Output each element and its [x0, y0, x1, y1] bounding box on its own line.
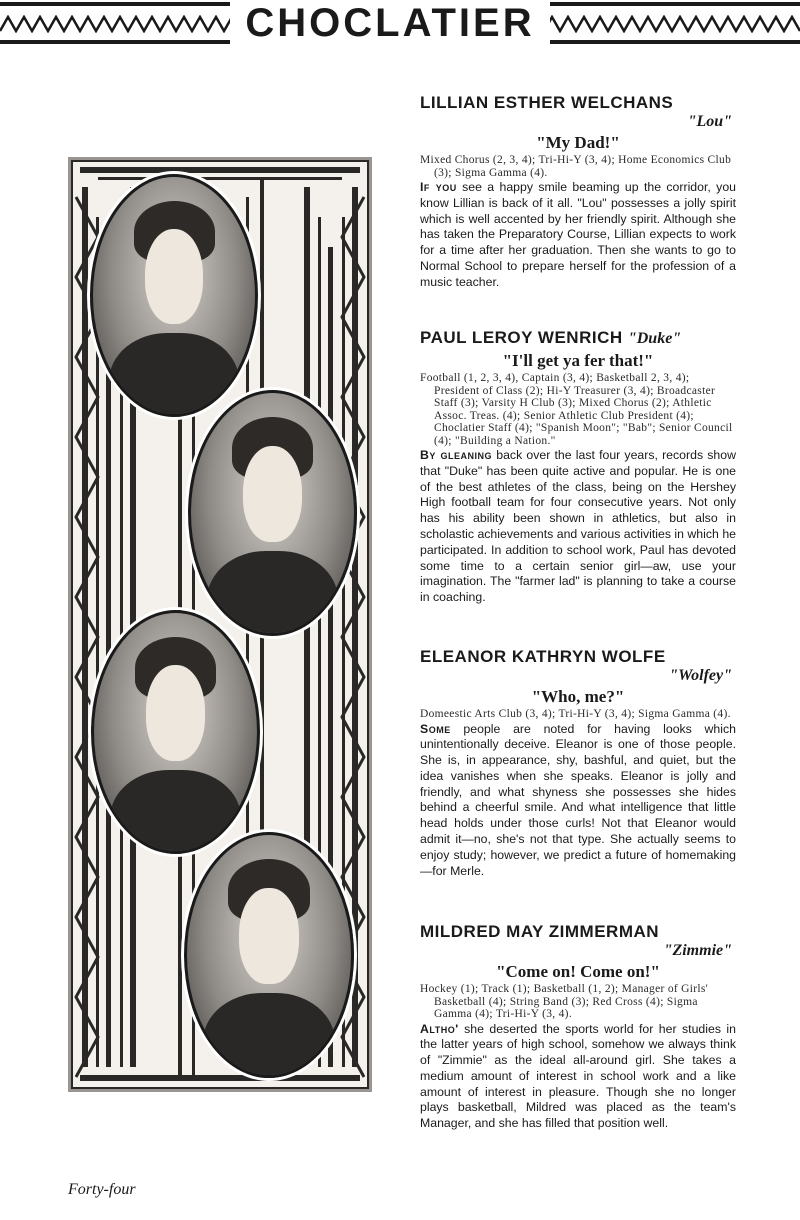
student-activities: Football (1, 2, 3, 4), Captain (3, 4); Basketball 2, 3, 4); President of Class (2); Hi-Y Treasurer (3, 4); Broadcaster Staff (3); Varsity H Club (3); Mixed Chorus (2); Athletic Assoc. Treas. (4); Senior Athletic Club President (4); Choclatier Staff (4); "Spanish Moon"; "Bab"; Senior Council (4); "Building a Nation." — [420, 372, 733, 447]
student-motto: "Who, me?" — [531, 687, 625, 706]
description-lead: By gleaning — [420, 448, 493, 462]
student-description — [420, 180, 736, 291]
description-text: people are noted for having looks which unintentionally deceive. Eleanor is one of those people. She is, in appearance, shy, bashful, and quiet, but the idea vanishes when she speaks. Eleanor is jolly and friendly, and what shyness she possesses she hides behind a cheerful smile. And what intelligence that little head holds under those curls! Not that Eleanor would admit it—no, she's not that type. She actually seems to enjoy study; however, we predict a future of homemaking—for Merle. — [420, 721, 736, 878]
student-nickname: "Zimmie" — [663, 942, 732, 959]
header-banner — [0, 0, 800, 46]
description-lead: Altho' — [420, 1021, 459, 1036]
description-text: back over the last four years, records show that "Duke" has been quite active and popular. He is one of the best athletes of the class, being on the Hershey High football team for four consecutive years. Not only has his ability been shown in athletics, but also in scholastic achievements and various activities in which he participated. In addition to school work, Paul has devoted some time to a certain senior girl—aw, use your imagination. The "farmer lad" is planning to take a course in coaching. — [420, 448, 736, 605]
student-name-row — [420, 328, 736, 349]
student-name: MILDRED MAY ZIMMERMAN — [420, 922, 660, 941]
entry-wenrich — [420, 328, 736, 606]
student-name: PAUL LEROY WENRICH — [420, 328, 623, 347]
student-activities: Hockey (1); Track (1); Basketball (1, 2); Manager of Girls' Basketball (4); String Band (3); Red Cross (4); Sigma Gamma (4); Tri-Hi-Y (3, 4). — [420, 983, 709, 1020]
student-motto: "My Dad!" — [536, 133, 620, 152]
entry-wolfe — [420, 647, 736, 879]
portrait-wenrich — [188, 390, 357, 636]
page-number: Forty-four — [68, 1181, 136, 1198]
student-activities: Mixed Chorus (2, 3, 4); Tri-Hi-Y (3, 4); Home Economics Club (3); Sigma Gamma (4). — [420, 154, 732, 179]
portrait-welchans — [90, 174, 258, 417]
description-lead: If you — [420, 180, 457, 194]
student-nickname: "Duke" — [627, 330, 682, 347]
student-name: LILLIAN ESTHER WELCHANS — [420, 93, 674, 112]
student-description — [420, 722, 736, 880]
entry-welchans — [420, 93, 736, 291]
entry-zimmerman — [420, 922, 736, 1132]
student-motto: "I'll get ya fer that!" — [502, 351, 654, 370]
student-description — [420, 1022, 736, 1133]
student-activities: Domeestic Arts Club (3, 4); Tri-Hi-Y (3, 4); Sigma Gamma (4). — [420, 708, 731, 720]
portrait-zimmerman — [184, 832, 354, 1078]
yearbook-title: CHOCLATIER — [230, 2, 550, 44]
portrait-wolfe — [91, 610, 260, 854]
student-description — [420, 448, 736, 606]
student-nickname: "Wolfey" — [669, 667, 732, 684]
student-nickname: "Lou" — [687, 113, 732, 130]
description-text: she deserted the sports world for her studies in the latter years of high school, somehow we always think of "Zimmie" as the ideal all-around girl. She takes a medium amount of interest in school work and a like amount of interest in pleasure. Though she no longer plays basketball, Mildred was placed as the team's Manager, and she has filled that position well. — [420, 1021, 736, 1131]
student-motto: "Come on! Come on!" — [496, 962, 660, 981]
description-lead: Some — [420, 721, 451, 736]
student-name: ELEANOR KATHRYN WOLFE — [420, 647, 666, 666]
description-text: see a happy smile beaming up the corridor, you know Lillian is back of it all. "Lou" possesses a jolly spirit which is well accented by her friendly spirit. Although she has taken the Preparatory Course, Lillian expects to work for a time after her graduation. Then she wants to go to Normal School to prepare herself for the profession of a music teacher. — [420, 180, 736, 289]
photo-panel — [68, 157, 372, 1092]
